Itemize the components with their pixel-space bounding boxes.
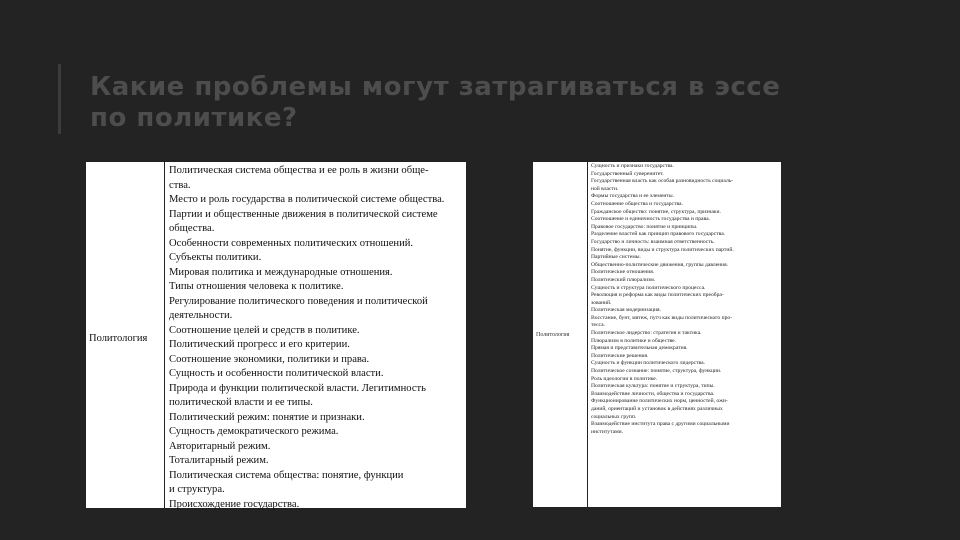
topic-line: Сущность демократического режима. <box>169 426 339 437</box>
topic-line: Взаимодействие института права с другими социальными <box>591 421 730 428</box>
topic-line: Политический режим: понятие и признаки. <box>169 411 365 423</box>
topic-line: Политическое лидерство: стратегия и тактика. <box>591 330 702 337</box>
topic-line: Политическое сознание: понятие, структура, функции. <box>591 368 722 375</box>
topic-line: Формы государства и ее элементы. <box>591 193 675 200</box>
topic-line: Партии и общественные движения в политической системе <box>169 208 438 220</box>
topic-line: Место и роль государства в политической системе общества. <box>169 194 445 205</box>
topic-line: Сущность и особенности политической власти. <box>169 368 384 379</box>
topic-line: Сущность и структура политического процесса. <box>591 284 706 291</box>
topic-line: общества. <box>169 223 215 234</box>
topic-line: Природа и функции политической власти. Легитимность <box>169 382 427 394</box>
topic-line: Разделение властей как принцип правового государства. <box>591 231 726 238</box>
topic-line: Революция и реформа как виды политических преобра- <box>591 292 724 299</box>
topic-line: Роль идеологии в политике. <box>591 375 658 382</box>
topic-line: даний, ориентаций и установок в действиях различных <box>591 406 723 412</box>
topic-line: ства. <box>169 179 191 191</box>
topic-line: тесса. <box>591 322 605 329</box>
topic-line: Тоталитарный режим. <box>169 455 269 466</box>
topic-line: Политический прогресс и его критерии. <box>169 339 350 350</box>
topic-line: Соотношение и единичность государства и права. <box>591 216 710 223</box>
right-topics-list <box>591 163 778 436</box>
left-topics-list <box>169 164 462 512</box>
topic-line: Политическая модернизация. <box>591 307 661 314</box>
topic-line: Мировая политика и международные отношения. <box>169 266 393 278</box>
topic-line: Государственный суверенитет. <box>591 170 664 177</box>
right-topics-table <box>532 161 782 508</box>
slide-title: Какие проблемы могут затрагиваться в эссе по политике? <box>90 72 781 133</box>
topic-line: Плюрализм в политике и обществе. <box>591 337 677 344</box>
topic-line: Сущность и признаки государства. <box>591 163 674 169</box>
topic-line: Соотношение целей и средств в политике. <box>169 324 360 336</box>
topic-line: Происхождение государства. <box>169 498 300 510</box>
topic-line: институтами. <box>591 428 624 435</box>
topic-line: Взаимодействие личности, общества и государства. <box>591 390 715 397</box>
topic-line: Соотношение общества и государства. <box>591 200 683 207</box>
topic-line: Государство и личность: взаимная ответственность. <box>591 238 715 245</box>
left-topics-table <box>85 161 467 515</box>
topic-line: Политическая система общества и ее роль в жизни обще- <box>169 165 429 176</box>
left-subject-cell: Политология <box>86 162 165 515</box>
topic-line: Функционирование политических норм, ценностей, ожи- <box>591 398 728 405</box>
topic-line: Особенности современных политических отношений. <box>169 237 414 249</box>
topic-line: Гражданское общество: понятие, структура, признаки. <box>591 208 721 215</box>
topic-line: Политическая культура: понятие и структура, типы. <box>591 383 715 390</box>
topic-line: Политические решения. <box>591 352 649 359</box>
topic-line: Прямая и представительная демократия. <box>591 345 688 352</box>
topic-line: Авторитарный режим. <box>169 440 271 452</box>
topic-line: и структура. <box>169 484 225 495</box>
title-accent-bar <box>58 64 61 134</box>
topic-line: Политический плюрализм. <box>591 276 656 283</box>
topic-line: Политические отношения. <box>591 269 655 276</box>
left-topics-cell <box>165 162 467 515</box>
topic-line: социальных групп. <box>591 413 637 420</box>
topic-line: деятельности. <box>169 310 233 321</box>
topic-line: Политическая система общества: понятие, функции <box>169 469 404 481</box>
topic-line: Восстание, бунт, мятеж, путч как виды политического про- <box>591 314 733 321</box>
topic-line: политической власти и ее типы. <box>169 397 313 408</box>
topic-line: Регулирование политического поведения и политической <box>169 295 428 307</box>
topic-line: Правовое государство: понятие и принципы. <box>591 223 698 230</box>
topic-line: Субъекты политики. <box>169 252 262 263</box>
topic-line: ной власти. <box>591 185 619 192</box>
topic-line: Типы отношения человека к политике. <box>169 281 344 292</box>
right-topics-cell <box>588 162 782 508</box>
left-topics-table-image <box>85 161 467 508</box>
right-topics-table-image <box>532 161 782 508</box>
topic-line: зований. <box>591 299 612 306</box>
topic-line: Государственная власть как особая разновидность социаль- <box>591 178 734 185</box>
topic-line: Понятие, функции, виды и структура политических партий. <box>591 246 734 253</box>
right-subject-cell: Политология <box>533 162 588 508</box>
topic-line: Соотношение экономики, политики и права. <box>169 353 370 365</box>
topic-line: Общественно-политические движения, группы давления. <box>591 261 729 268</box>
topic-line: Партийные системы. <box>591 254 641 261</box>
topic-line: Сущность и функции политического лидерства. <box>591 360 705 367</box>
